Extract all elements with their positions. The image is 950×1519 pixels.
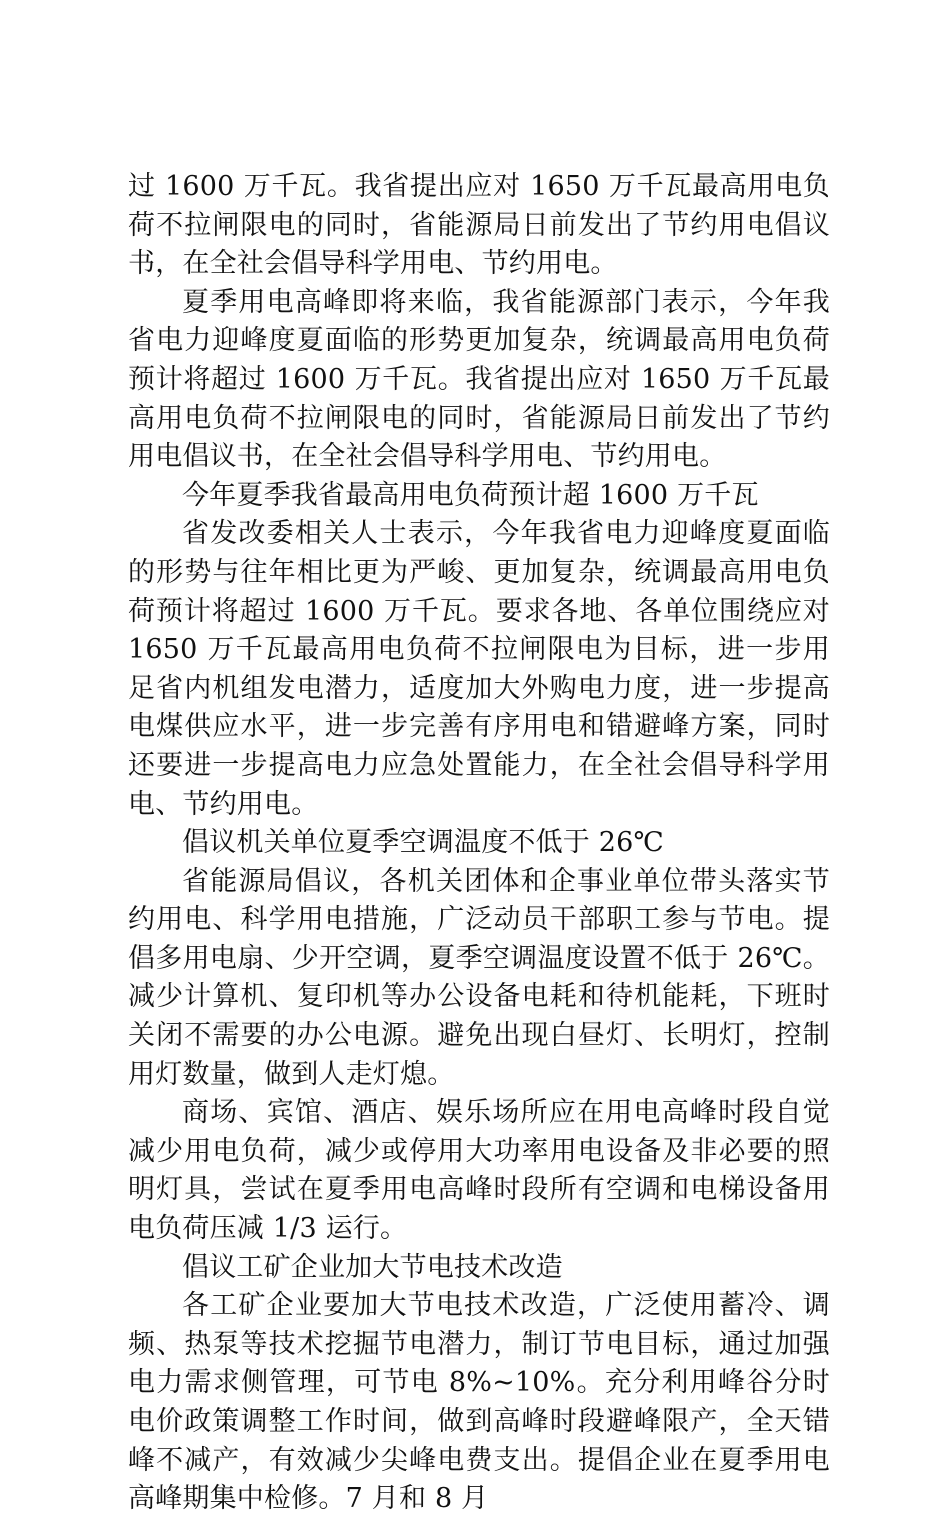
paragraph-industrial-saving: 各工矿企业要加大节电技术改造，广泛使用蓄冷、调频、热泵等技术挖掘节电潜力，制订节电目标，通过加强电力需求侧管理，可节电 8%~10%。充分利用峰谷分时电价政策调整工作时间，做到高峰时段避峰限产，全天错峰不减产，有效减少尖峰电费支出。提倡企业在夏季用电高峰期集中检修。7 月和 8 月 bbox=[128, 1290, 830, 1515]
section-heading-peak-load: 今年夏季我省最高用电负荷预计超 1600 万千瓦 bbox=[182, 479, 759, 511]
paragraph-continuation: 过 1600 万千瓦。我省提出应对 1650 万千瓦最高用电负荷不拉闸限电的同时，省能源局日前发出了节约用电倡议书，在全社会倡导科学用电、节约用电。 bbox=[128, 171, 830, 280]
section-heading-ac-temperature: 倡议机关单位夏季空调温度不低于 26℃ bbox=[182, 827, 664, 859]
section-heading-industrial: 倡议工矿企业加大节电技术改造 bbox=[182, 1251, 563, 1283]
paragraph-commercial-venues: 商场、宾馆、酒店、娱乐场所应在用电高峰时段自觉减少用电负荷，减少或停用大功率用电设备及非必要的照明灯具，尝试在夏季用电高峰时段所有空调和电梯设备用电负荷压减 1/3 运行。 bbox=[128, 1097, 830, 1245]
document-body bbox=[128, 168, 830, 1519]
paragraph-ndrc-statement: 省发改委相关人士表示，今年我省电力迎峰度夏面临的形势与往年相比更为严峻、更加复杂，统调最高用电负荷预计将超过 1600 万千瓦。要求各地、各单位围绕应对 1650 万千瓦最高用电负荷不拉闸限电为目标，进一步用足省内机组发电潜力，适度加大外购电力度，进一步提高电煤供应水平，进一步完善有序用电和错避峰方案，同时还要进一步提高电力应急处置能力，在全社会倡导科学用电、节约用电。 bbox=[128, 518, 830, 820]
paragraph-summer-peak: 夏季用电高峰即将来临，我省能源部门表示，今年我省电力迎峰度夏面临的形势更加复杂，统调最高用电负荷预计将超过 1600 万千瓦。我省提出应对 1650 万千瓦最高用电负荷不拉闸限电的同时，省能源局日前发出了节约用电倡议书，在全社会倡导科学用电、节约用电。 bbox=[128, 286, 830, 473]
paragraph-agencies-saving: 省能源局倡议，各机关团体和企事业单位带头落实节约用电、科学用电措施，广泛动员干部职工参与节电。提倡多用电扇、少开空调，夏季空调温度设置不低于 26℃。减少计算机、复印机等办公设备电耗和待机能耗，下班时关闭不需要的办公电源。避免出现白昼灯、长明灯，控制用灯数量，做到人走灯熄。 bbox=[128, 865, 830, 1090]
